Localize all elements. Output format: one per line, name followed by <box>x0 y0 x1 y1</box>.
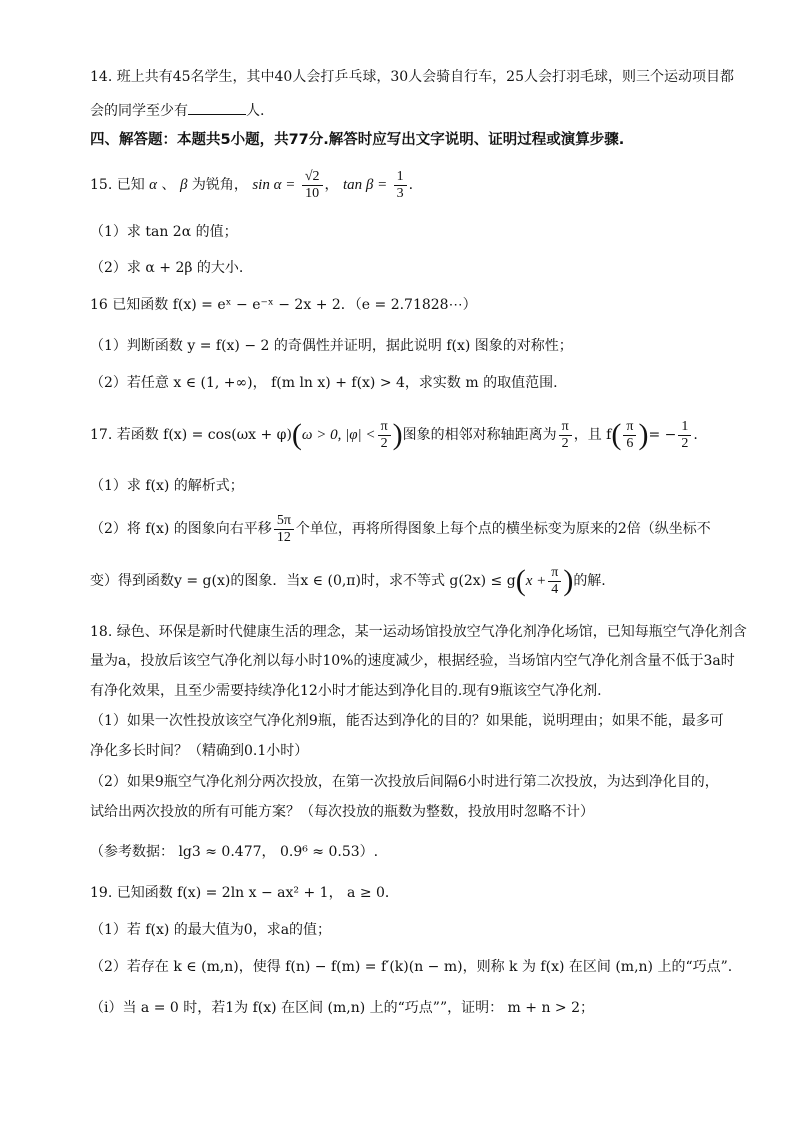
beta-symbol: β <box>179 177 188 193</box>
q14-line2-end: 人. <box>246 103 265 119</box>
left-paren-2: ( <box>611 418 622 451</box>
q17-c: ，且 f <box>573 427 612 443</box>
six-den: 6 <box>626 435 634 451</box>
sin-num: √2 <box>302 169 323 186</box>
q19-statement: 19. 已知函数 f(x) = 2ln x − ax² + 1， a ≥ 0． <box>90 885 399 901</box>
q17-p2c: 变）得到函数y = g(x)的图象．当x ∈ (0,π)时，求不等式 g(2x) ≤ g <box>90 573 516 589</box>
pi-num-b: π <box>559 419 572 436</box>
tan-lhs: tan β = <box>342 177 388 193</box>
pi-num: π <box>378 419 391 436</box>
four-den: 4 <box>551 581 559 597</box>
tan-den: 3 <box>396 185 404 201</box>
q15-tail: 为锐角， <box>191 177 248 193</box>
q18-line1: 18. 绿色、环保是新时代健康生活的理念，某一运动场馆投放空气净化剂净化场馆，已知每瓶空气净化剂含 <box>90 624 747 640</box>
q16-part2: （2）若任意 x ∈ (1, +∞)， f(m ln x) + f(x) > 4，求实数 m 的取值范围. <box>90 375 558 391</box>
q17-p2a: （2）将 f(x) 的图象向右平移 <box>90 521 272 537</box>
twelve-den: 12 <box>276 529 291 545</box>
pi-over-2b <box>559 419 572 452</box>
q14-line2 <box>90 100 264 121</box>
right-paren: ) <box>392 418 403 451</box>
two-den-b: 2 <box>561 435 569 451</box>
q14-line2-text: 会的同学至少有 <box>90 103 188 119</box>
q17-statement: 17. 若函数 f(x) = cos(ωx + φ)(ω > 0, |φ| < $\frac{\pi}{2}$ )图象的相邻对称轴距离为 $\frac{\pi}{2}$ ，且 f( $\frac{\pi}{6}$ )= − $\frac{1}{2}$ . <box>90 418 698 451</box>
q15-part2: （2）求 α + 2β 的大小. <box>90 260 244 276</box>
q19-part2: （2）若存在 k ∈ (m,n)，使得 f(n) − f(m) = f′(k)(n − m)，则称 k 为 f(x) 在区间 (m,n) 上的“巧点”. <box>90 959 733 975</box>
q17-part1: （1）求 f(x) 的解析式； <box>90 478 244 494</box>
right-paren-2: ) <box>638 418 649 451</box>
q17-b: 图象的相邻对称轴距离为 <box>402 427 557 443</box>
q15-sep: 、 <box>161 177 176 193</box>
five-pi-over-12 <box>274 513 294 546</box>
q18-reference: （参考数据： lg3 ≈ 0.477， 0.9⁶ ≈ 0.53）. <box>90 844 379 860</box>
q17-part2-cont <box>90 564 606 598</box>
q18-line2: 量为a，投放后该空气净化剂以每小时10%的速度减少，根据经验，当场馆内空气净化剂含量不低于3a时 <box>90 653 735 669</box>
sin-lhs: sin α = <box>252 177 296 193</box>
q17-d: = − <box>648 427 677 443</box>
one-num: 1 <box>678 419 691 436</box>
q17-p2d: x + <box>525 573 547 589</box>
q18-line3: 有净化效果，且至少需要持续净化12小时才能达到净化目的.现有9瓶该空气净化剂. <box>90 683 602 699</box>
q19-part2-i: （i）当 a = 0 时，若1为 f(x) 在区间 (m,n) 上的“巧点””，证明： m + n > 2； <box>90 1000 595 1016</box>
pi-over-6 <box>623 419 636 452</box>
section-heading: 四、解答题：本题共5小题，共77分.解答时应写出文字说明、证明过程或演算步骤. <box>90 132 625 148</box>
pi-over-4 <box>548 565 561 598</box>
q16-statement: 16 已知函数 f(x) = eˣ − e⁻ˣ − 2x + 2．（e = 2.71828⋯） <box>90 297 477 313</box>
alpha-symbol: α <box>149 177 158 193</box>
q19-part1: （1）若 f(x) 的最大值为0，求a的值； <box>90 922 332 938</box>
pi-over-2 <box>378 419 391 452</box>
q15-statement: 15. 已知 α 、 β 为锐角， sin α = $\frac{√2}{10}$ ， tan β = $\frac{1}{3}$ . <box>90 168 414 201</box>
pi-num-d: π <box>548 565 561 582</box>
sin-fraction <box>302 169 323 202</box>
fivepi-num: 5π <box>274 513 294 530</box>
q17-p2b: 个单位，再将所得图象上每个点的横坐标变为原来的2倍（纵坐标不 <box>295 521 711 537</box>
q16-part1: （1）判断函数 y = f(x) − 2 的奇偶性并证明，据此说明 f(x) 图象的对称性； <box>90 338 573 354</box>
q14-line1: 14. 班上共有45名学生，其中40人会打乒乓球，30人会骑自行车，25人会打羽毛球，则三个运动项目都 <box>90 69 734 85</box>
q18-part2a: （2）如果9瓶空气净化剂分两次投放，在第一次投放后间隔6小时进行第二次投放，为达到净化目的， <box>90 774 719 790</box>
q18-part1b: 净化多长时间？（精确到0.1小时） <box>90 743 309 759</box>
answer-blank <box>188 100 246 115</box>
q17-cond: ω > 0, |φ| < <box>301 427 376 443</box>
pi-num-c: π <box>623 419 636 436</box>
q18-part1a: （1）如果一次性投放该空气净化剂9瓶，能否达到净化的目的？如果能，说明理由；如果不能，最多可 <box>90 713 724 729</box>
sin-den: 10 <box>305 185 320 201</box>
right-paren-3: ) <box>563 564 574 597</box>
tan-num: 1 <box>394 169 407 186</box>
q17-p2e: 的解. <box>573 573 606 589</box>
two-den: 2 <box>380 435 388 451</box>
tan-fraction <box>394 169 407 202</box>
left-paren: ( <box>291 418 302 451</box>
q17-part2 <box>90 512 711 546</box>
q18-part2b: 试给出两次投放的所有可能方案？（每次投放的瓶数为整数，投放用时忽略不计） <box>90 804 594 820</box>
two-den-c: 2 <box>681 435 689 451</box>
left-paren-3: ( <box>515 564 526 597</box>
q17-a: 17. 若函数 f(x) = cos(ωx + φ) <box>90 427 292 443</box>
one-half <box>678 419 691 452</box>
q15-intro: 15. 已知 <box>90 177 145 193</box>
q15-part1: （1）求 tan 2α 的值； <box>90 224 238 240</box>
